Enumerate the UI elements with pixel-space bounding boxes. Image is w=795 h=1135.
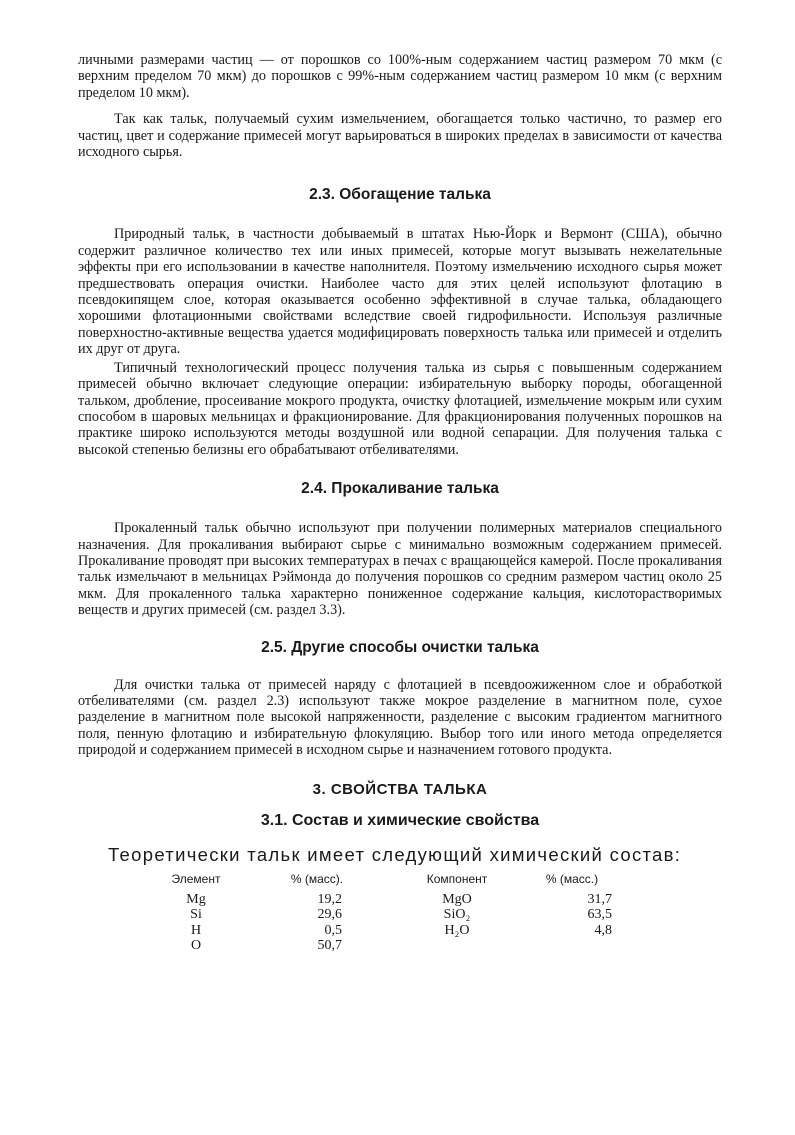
paragraph-typical-process: Типичный технологический процесс получения талька из сырья с повышенным содержанием примесей обычно включает следующие операции: избирательную выборку породы, обогащенной тальком, дробление, просеивание мокрого продукта, очистку флотацией, измельчение мокрым или сухим способом в шаровых мельницах и фракционирование. Для фракционирования полученных порошков на практике широко используются методы воздушной или водной сепарации. Для получения талька с высокой степенью белизны его обрабатывают отбеливателями. <box>78 359 722 458</box>
paragraph-dry-grinding: Так как тальк, получаемый сухим измельчением, обогащается только частично, то размер его частиц, цвет и содержание примесей могут варьироваться в широких пределах в зависимости от качества исходного сырья. <box>78 111 722 161</box>
cell-component: MgO <box>442 891 472 907</box>
cell-component-mass <box>512 938 632 954</box>
cell-element-mass: 50,7 <box>317 938 342 954</box>
paragraph-talc-enrichment: Природный тальк, в частности добываемый в штатах Нью-Йорк и Вермонт (США), обычно содержит различное количество тех или иных примесей, которые могут вызывать нежелательные эффекты при его использовании в качестве наполнителя. Поэтому измельчению исходного сырья может предшествовать операция очистки. Наиболее часто для этих целей используют флотацию в псевдокипящем слое, которая оказывается особенно эффективной в случае талька, обладающего хорошими флотационными свойствами вследствие своей гидрофильности. Используя различные поверхностно-активные вещества удается модифицировать поверхность талька или примесей и отделить их друг от друга. <box>78 226 722 358</box>
page <box>78 52 722 954</box>
cell-element: H <box>190 922 202 938</box>
cell-component-mass: 31,7 <box>587 891 612 907</box>
heading-2-3: 2.3. Обогащение талька <box>309 186 491 204</box>
cell-element: Si <box>190 907 202 923</box>
header-component-mass: % (масс.) <box>545 871 599 886</box>
header-element: Элемент <box>171 871 221 886</box>
cell-element: O <box>190 938 202 954</box>
table-row <box>160 907 632 923</box>
cell-component-mass: 63,5 <box>587 907 612 923</box>
header-component: Компонент <box>426 871 488 886</box>
table-row <box>160 892 632 908</box>
table-row <box>160 923 632 939</box>
cell-element: Mg <box>186 891 206 907</box>
cell-component: H₂O <box>444 922 470 938</box>
heading-2-5: 2.5. Другие способы очистки талька <box>261 638 539 656</box>
cell-element-mass: 19,2 <box>317 891 342 907</box>
composition-intro: Теоретически тальк имеет следующий химический состав: <box>108 843 682 865</box>
heading-3-1: 3.1. Состав и химические свойства <box>260 811 540 829</box>
paragraph-other-methods: Для очистки талька от примесей наряду с флотацией в псевдоожиженном слое и обработкой отбеливателями (см. раздел 2.3) используют также мокрое разделение в магнитном поле, сухое разделение в магнитном поле высокой напряженности, разделение с высоким градиентом магнитного поля, пенную флотацию и избирательную флокуляцию. Выбор того или иного метода определяется природой и содержанием примесей в исходном сырье и назначением готового продукта. <box>78 676 722 759</box>
table-row <box>160 938 632 954</box>
heading-3: 3. СВОЙСТВА ТАЛЬКА <box>312 780 488 798</box>
paragraph-particle-sizes: личными размерами частиц — от порошков со 100%-ным содержанием частиц размером 70 мкм (с верхним пределом 70 мкм) до порошков с 99%-ным содержанием частиц размером 10 мкм (с верхним пределом 10 мкм). <box>78 52 722 101</box>
cell-element-mass: 29,6 <box>317 907 342 923</box>
composition-table <box>160 872 632 954</box>
header-element-mass: % (масс). <box>290 871 344 886</box>
cell-component <box>402 938 512 954</box>
paragraph-calcination: Прокаленный тальк обычно используют при получении полимерных материалов специального назначения. Для прокаливания выбирают сырье с минимально возможным содержанием примесей. Прокаливание проводят при высоких температурах в печах с вращающейся камерой. После прокаливания тальк измельчают в мельницах Рэймонда до получения порошков со средним размером частиц около 25 мкм. Для прокаленного талька характерно пониженное содержание кальция, кислоторастворимых веществ и других примесей (см. раздел 3.3). <box>78 520 722 619</box>
cell-element-mass: 0,5 <box>324 922 342 938</box>
table-header-row <box>160 872 632 892</box>
heading-2-4: 2.4. Прокаливание талька <box>301 480 499 498</box>
cell-component: SiO₂ <box>443 907 471 923</box>
cell-component-mass: 4,8 <box>594 922 612 938</box>
